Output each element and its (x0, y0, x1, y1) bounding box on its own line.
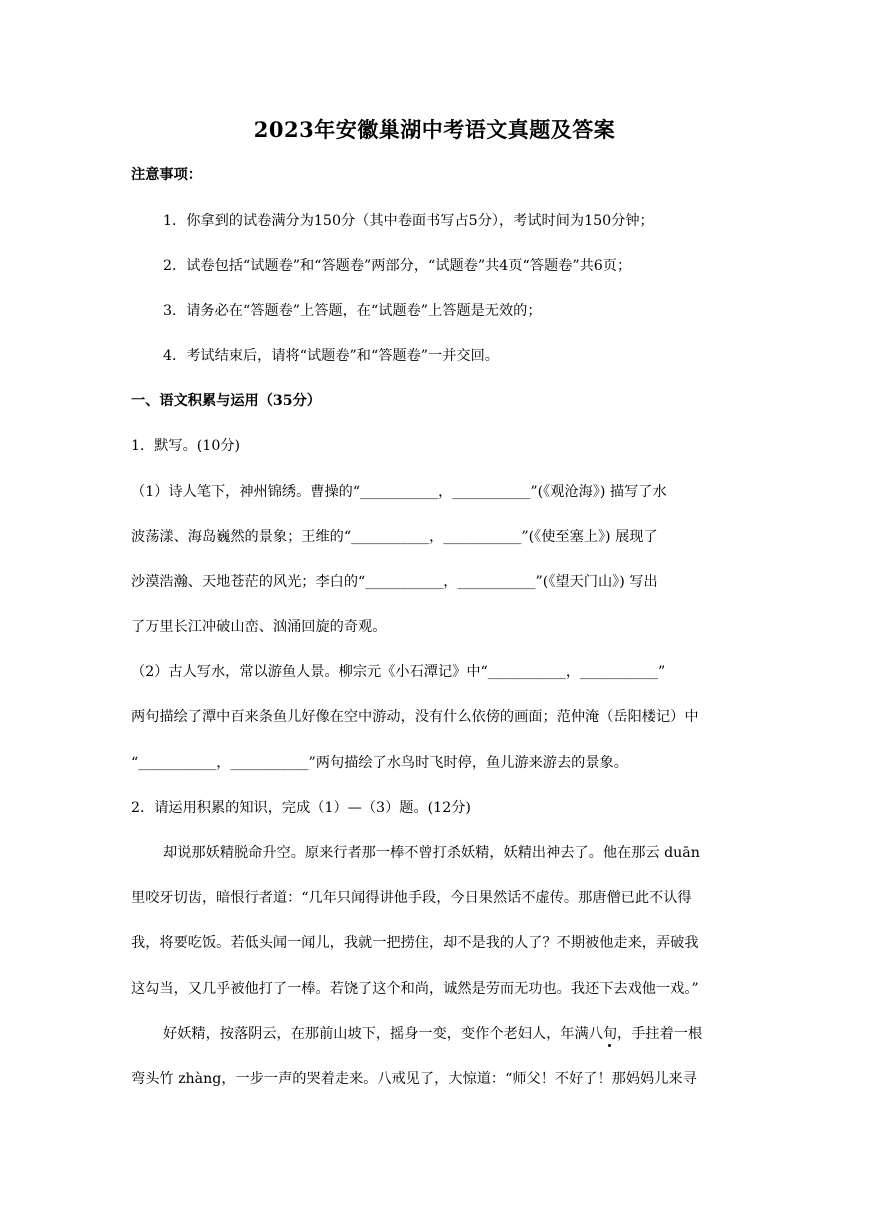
question-1-part2-line: 两句描绘了潭中百来条鱼儿好像在空中游动，没有什么依傍的画面；范仲淹（岳阳楼记）中 (131, 709, 699, 725)
question-1-part1-line: （1）诗人笔下，神州锦绣。曹操的“___________，___________”(《观沧海》) 描写了水 (131, 484, 667, 500)
notice-item: 3．请务必在“答题卷”上答题，在“试题卷”上答题是无效的； (163, 303, 542, 319)
notice-heading: 注意事项： (131, 167, 202, 183)
question-1-part1-line: 沙漠浩瀚、天地苍茫的风光；李白的“___________，___________”(《望天门山》) 写出 (131, 574, 658, 590)
passage-line: 弯头竹 zhàng，一步一声的哭着走来。八戒见了，大惊道：“师父！不好了！那妈妈儿来寻 (131, 1071, 697, 1087)
question-1-part2-line: “___________，___________”两句描绘了水鸟时飞时停，鱼儿游来游去的景象。 (131, 755, 628, 771)
notice-item: 1．你拿到的试卷满分为150分（其中卷面书写占5分），考试时间为150分钟； (163, 213, 654, 229)
passage-line: 我，将要吃饭。若低头闻一闻儿，我就一把捞住，却不是我的人了？不期被他走来，弄破我 (131, 935, 699, 951)
passage-line: 却说那妖精脱命升空。原来行者那一棒不曾打杀妖精，妖精出神去了。他在那云 duān (163, 845, 700, 861)
passage-line: 这勾当，又几乎被他打了一棒。若饶了这个和尚，诚然是劳而无功也。我还下去戏他一戏。” (131, 981, 699, 997)
document-title: 2023年安徽巢湖中考语文真题及答案 (253, 117, 616, 142)
passage-line: 里咬牙切齿，暗恨行者道：“几年只闻得讲他手段，今日果然话不虚传。那唐僧已此不认得 (131, 890, 692, 906)
passage-line (163, 1024, 702, 1044)
question-1-part2-line: （2）古人写水，常以游鱼人景。柳宗元《小石潭记》中“___________，___________” (131, 664, 666, 680)
question-1-part1-line: 波荡漾、海岛巍然的景象；王维的“___________，___________”(《使至塞上》) 展现了 (131, 529, 658, 545)
question-1-stem: 1．默写。(10分) (131, 438, 241, 454)
passage-text: 好妖精，按落阴云，在那前山坡下，摇身一变，变作个老妇人，年满八 (163, 1026, 603, 1042)
emphasis-dotted-char: 旬 (602, 1026, 618, 1042)
notice-item: 4．考试结束后，请将“试题卷”和“答题卷”一并交回。 (163, 348, 499, 364)
passage-text: ，手拄着一根 (617, 1026, 703, 1042)
question-2-stem: 2．请运用积累的知识，完成（1）—（3）题。(12分) (131, 800, 471, 816)
notice-item: 2．试卷包括“试题卷”和“答题卷”两部分，“试题卷”共4页“答题卷”共6页； (163, 258, 632, 274)
section-heading: 一、语文积累与运用（35分） (131, 393, 321, 409)
question-1-part1-line: 了万里长江冲破山峦、汹涌回旋的奇观。 (131, 619, 387, 635)
